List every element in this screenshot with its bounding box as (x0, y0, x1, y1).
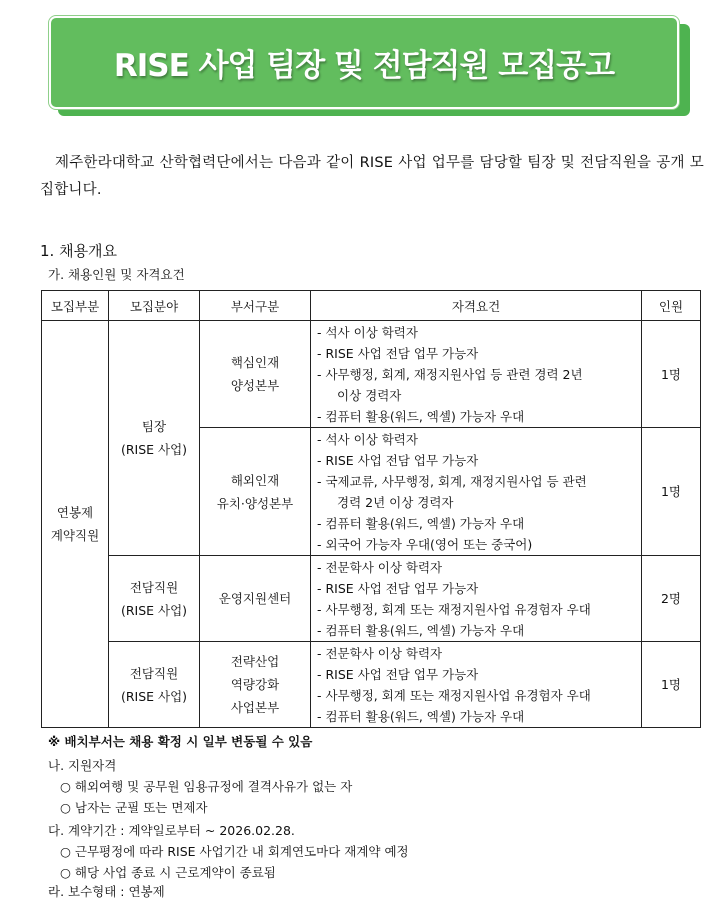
requirements-cell (311, 428, 642, 556)
requirement-item: 경력 2년 이상 경력자 (337, 495, 454, 510)
dept-cell (200, 556, 311, 642)
requirement-item: - 사무행정, 회계 또는 재정지원사업 유경험자 우대 (317, 688, 591, 703)
requirement-item: - 전문학사 이상 학력자 (317, 560, 443, 575)
field-cell (109, 642, 200, 728)
requirement-item: - 석사 이상 학력자 (317, 325, 418, 340)
requirement-item: - 컴퓨터 활용(워드, 엑셀) 가능자 우대 (317, 409, 525, 424)
header-category: 모집부분 (42, 291, 109, 321)
contract-item: ○ 근무평정에 따라 RISE 사업기간 내 회계연도마다 재계약 예정 (60, 844, 409, 859)
requirement-item: - 컴퓨터 활용(워드, 엑셀) 가능자 우대 (317, 516, 525, 531)
qualification-item: ○ 해외여행 및 공무원 임용규정에 결격사유가 없는 자 (60, 779, 353, 794)
requirement-item: - RISE 사업 전담 업무 가능자 (317, 453, 479, 468)
requirements-cell (311, 556, 642, 642)
header-dept: 부서구분 (200, 291, 311, 321)
table-row (42, 556, 701, 642)
field-line: 전담직원 (129, 579, 179, 595)
requirement-item: - RISE 사업 전담 업무 가능자 (317, 667, 479, 682)
requirement-item: - RISE 사업 전담 업무 가능자 (317, 581, 479, 596)
dept-cell (200, 642, 311, 728)
qualification-item: ○ 남자는 군필 또는 면제자 (60, 800, 208, 815)
table-header-row (42, 291, 701, 321)
requirement-item: 이상 경력자 (337, 388, 402, 403)
dept-line: 핵심인재 (230, 355, 280, 370)
subsection-title-a: 가. 채용인원 및 자격요건 (48, 267, 185, 282)
dept-line: 해외인재 (230, 472, 280, 488)
dept-line: 전략산업 (230, 654, 280, 669)
subsection-title-c: 다. 계약기간 : 계약일로부터 ~ 2026.02.28. (48, 823, 295, 838)
field-line: 전담직원 (129, 665, 179, 681)
requirement-item: - 국제교류, 사무행정, 회계, 재정지원사업 등 관련 (317, 474, 587, 489)
recruitment-table (41, 290, 701, 728)
requirements-cell (311, 321, 642, 428)
requirement-item: - 사무행정, 회계, 재정지원사업 등 관련 경력 2년 (317, 367, 583, 382)
contract-item: ○ 해당 사업 종료 시 근로계약이 종료됨 (60, 865, 276, 880)
assignment-note: ※ 배치부서는 채용 확정 시 일부 변동될 수 있음 (48, 734, 313, 749)
requirement-item: - 석사 이상 학력자 (317, 432, 418, 447)
dept-line: 역량강화 (230, 677, 280, 692)
header-field: 모집분야 (109, 291, 200, 321)
section-title: 1. 채용개요 (40, 242, 118, 260)
count-cell: 1명 (642, 321, 701, 428)
category-cell (42, 321, 109, 728)
field-line: (RISE 사업) (120, 602, 188, 618)
dept-line: 사업본부 (230, 700, 280, 715)
category-line: 연봉제 (56, 505, 94, 520)
requirement-item: - 컴퓨터 활용(워드, 엑셀) 가능자 우대 (317, 623, 525, 638)
requirements-cell (311, 642, 642, 728)
dept-cell (200, 321, 311, 428)
subsection-title-b: 나. 지원자격 (48, 758, 117, 773)
count-cell: 1명 (642, 642, 701, 728)
page-title: RISE 사업 팀장 및 전담직원 모집공고 (113, 48, 615, 84)
field-cell (109, 556, 200, 642)
field-cell (109, 321, 200, 556)
table-row (42, 642, 701, 728)
title-banner (49, 16, 679, 109)
field-line: 팀장 (141, 419, 167, 434)
field-line: (RISE 사업) (120, 688, 188, 704)
subsection-title-d: 라. 보수형태 : 연봉제 (48, 884, 165, 899)
dept-cell (200, 428, 311, 556)
intro-paragraph: 제주한라대학교 산학협력단에서는 다음과 같이 RISE 사업 업무를 담당할 팀장 및 전담직원을 공개 모집합니다. (40, 155, 704, 198)
dept-line: 운영지원센터 (218, 591, 292, 606)
header-requirements: 자격요건 (311, 291, 642, 321)
count-cell: 1명 (642, 428, 701, 556)
requirement-item: - 컴퓨터 활용(워드, 엑셀) 가능자 우대 (317, 709, 525, 724)
requirement-item: - 전문학사 이상 학력자 (317, 646, 443, 661)
header-count: 인원 (642, 291, 701, 321)
requirement-item: - RISE 사업 전담 업무 가능자 (317, 346, 479, 361)
dept-line: 양성본부 (230, 378, 280, 393)
requirement-item: - 외국어 가능자 우대(영어 또는 중국어) (317, 537, 533, 552)
field-line: (RISE 사업) (120, 442, 188, 457)
category-line: 계약직원 (50, 528, 100, 543)
table-row (42, 321, 701, 428)
requirement-item: - 사무행정, 회계 또는 재정지원사업 유경험자 우대 (317, 602, 591, 617)
count-cell: 2명 (642, 556, 701, 642)
dept-line: 유치·양성본부 (216, 495, 294, 511)
